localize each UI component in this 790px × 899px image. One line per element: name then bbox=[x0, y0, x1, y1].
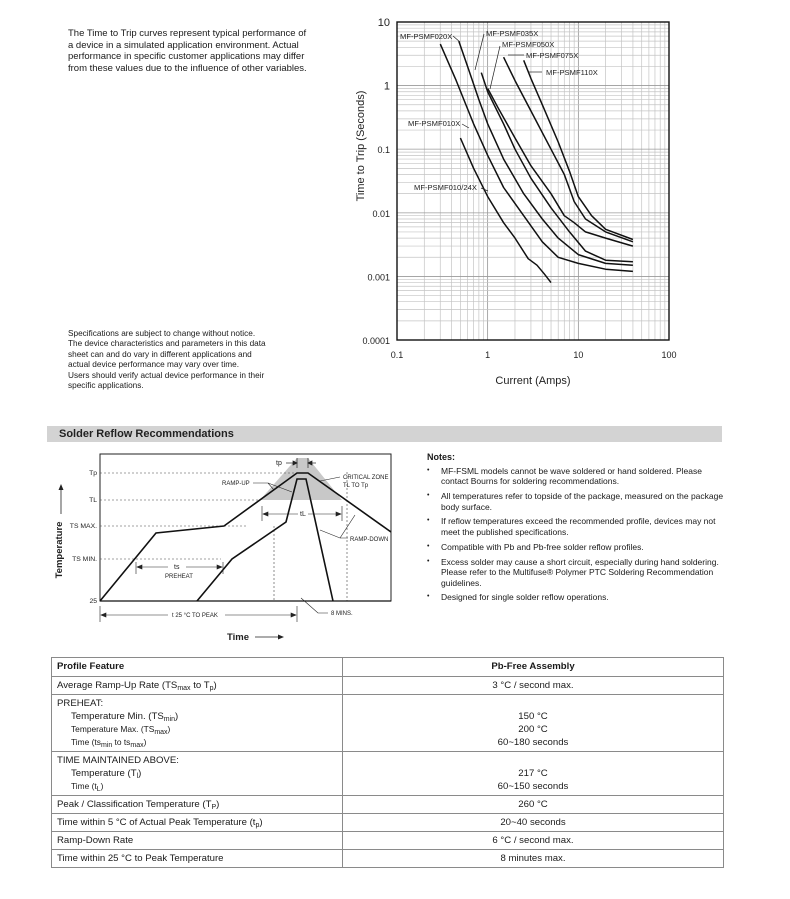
critical-zone-label: CRITICAL ZONE bbox=[343, 475, 389, 481]
disclaimer-line: sheet can and do vary in different applications and bbox=[68, 348, 252, 359]
series-annotation-label: MF-PSMF010X bbox=[408, 119, 461, 128]
table-row bbox=[52, 796, 724, 814]
level-label: 25 bbox=[89, 598, 97, 605]
intro-line: performance in specific customer applications may differ bbox=[68, 51, 305, 63]
note-item: • Compatible with Pb and Pb-free solder reflow profiles. bbox=[427, 542, 727, 553]
disclaimer-line: specific applications. bbox=[68, 380, 144, 391]
eight-mins-label: 8 MINS. bbox=[331, 611, 353, 617]
series-annotation-label: MF-PSMF020X bbox=[400, 32, 453, 41]
y-tick-label: 10 bbox=[377, 17, 390, 29]
header-profile-feature: Profile Feature bbox=[52, 658, 343, 677]
series-annotation-label: MF-PSMF110X bbox=[546, 68, 598, 77]
preheat-time-label: Time ($ts_{min}$ to $ts_{max}$) bbox=[71, 737, 147, 749]
series-annotation-label: MF-PSMF035X bbox=[486, 29, 539, 38]
row-label: Peak / Classification Temperature $(T_P)$ bbox=[52, 796, 343, 814]
maintained-heading: TIME MAINTAINED ABOVE: bbox=[57, 755, 179, 766]
level-label: TS MAX. bbox=[69, 523, 97, 530]
table-row bbox=[52, 695, 724, 752]
x-tick-label: 10 bbox=[573, 350, 584, 360]
x-tick-label: 100 bbox=[661, 350, 677, 360]
time-axis-label: Time bbox=[227, 632, 250, 643]
preheat-label: PREHEAT bbox=[165, 574, 193, 580]
x-axis-label: Current (Amps) bbox=[495, 375, 571, 387]
intro-line: a device in a simulated application environment. Actual bbox=[68, 39, 299, 51]
row-label: Ramp-Down Rate bbox=[52, 832, 343, 850]
table-row bbox=[52, 752, 724, 796]
table-row bbox=[52, 814, 724, 832]
row-value: 6 °C / second max. bbox=[343, 832, 724, 850]
note-item: • If reflow temperatures exceed the recommended profile, devices may not meet the published specifications. bbox=[427, 516, 727, 537]
preheat-heading: PREHEAT: bbox=[57, 698, 104, 709]
level-label: TL bbox=[89, 497, 97, 504]
section-header bbox=[47, 426, 722, 442]
temperature-arrow-head-icon bbox=[59, 484, 64, 490]
ramp-down-leader bbox=[320, 530, 348, 538]
note-item: • MF-FSML models cannot be wave soldered or hand soldered. Please contact Bourns for soldering recommendations. bbox=[427, 466, 727, 487]
row-value: 260 °C bbox=[343, 796, 724, 814]
row-value bbox=[343, 752, 724, 796]
row-value: 3 °C / second max. bbox=[343, 677, 724, 695]
annotation-leader bbox=[462, 124, 469, 128]
header-pb-free-assembly: Pb-Free Assembly bbox=[343, 658, 724, 677]
x-tick-label: 1 bbox=[485, 350, 491, 360]
series-annotation-label: MF-PSMF050X bbox=[502, 40, 555, 49]
row-label: Time within 5 °C of Actual Peak Temperature $(t_p)$ bbox=[52, 814, 343, 832]
note-item: • Excess solder may cause a short circuit, especially during hand soldering. Please refer to the Multifuse® Polymer PTC Soldering Recommendation guidelines. bbox=[427, 557, 727, 589]
maintained-temp-label: Temperature $(T_l)$ bbox=[71, 768, 142, 780]
level-label: Tp bbox=[89, 470, 97, 477]
temperature-axis-label: Temperature bbox=[54, 521, 65, 579]
maintained-time-value: 60~150 seconds bbox=[497, 781, 569, 792]
table-row bbox=[52, 850, 724, 868]
reflow-spec-table bbox=[51, 657, 724, 868]
intro-line: The Time to Trip curves represent typical performance of bbox=[68, 28, 307, 39]
series-annotation-label: MF-PSMF010/24X bbox=[414, 183, 477, 192]
disclaimer-line: Users should verify actual device performance in their bbox=[68, 369, 265, 380]
maintained-temp-value: 217 °C bbox=[518, 768, 548, 779]
disclaimer-line: Specifications are subject to change without notice. bbox=[68, 328, 256, 338]
notes-list bbox=[427, 466, 727, 603]
t25-to-peak-label: t 25 °C TO PEAK bbox=[172, 613, 218, 619]
ts-label: ts bbox=[174, 564, 180, 571]
tp-label: tp bbox=[276, 460, 282, 467]
y-axis-label: Time to Trip (Seconds) bbox=[355, 90, 367, 202]
annotation-leader bbox=[490, 46, 500, 89]
table-row bbox=[52, 832, 724, 850]
row-label bbox=[52, 752, 343, 796]
eight-mins-leader bbox=[301, 598, 328, 613]
level-labels bbox=[70, 470, 97, 605]
note-item: • Designed for single solder reflow operations. bbox=[427, 592, 727, 603]
ramp-down-label: RAMP-DOWN bbox=[350, 537, 389, 543]
preheat-temp-max-value: 200 °C bbox=[518, 724, 548, 735]
disclaimer-line: The device characteristics and parameters in this data bbox=[68, 338, 266, 349]
section-title: Solder Reflow Recommendations bbox=[59, 428, 234, 440]
row-value bbox=[343, 695, 724, 752]
row-value: 20~40 seconds bbox=[343, 814, 724, 832]
y-tick-label: 0.0001 bbox=[362, 336, 390, 346]
maintained-time-label: Time $(t_L)$ bbox=[71, 781, 104, 793]
notes-title: Notes: bbox=[427, 452, 456, 462]
series-annotation-label: MF-PSMF075X bbox=[526, 51, 579, 60]
row-label: Average Ramp-Up Rate ($TS_{max}$ to $T_p$) bbox=[52, 677, 343, 695]
reflow-profile-diagram bbox=[50, 450, 395, 650]
preheat-temp-max-label: Temperature Max. $(TS_{max})$ bbox=[71, 724, 171, 736]
tl-label: tL bbox=[300, 511, 306, 518]
critical-zone-range-label: TL TO Tp bbox=[343, 483, 369, 489]
chart-ticks bbox=[362, 17, 676, 360]
notes-panel bbox=[427, 452, 727, 607]
preheat-temp-min-label: Temperature Min. $(TS_{min})$ bbox=[71, 711, 179, 723]
preheat-temp-min-value: 150 °C bbox=[518, 711, 548, 722]
note-item: • All temperatures refer to topside of the package, measured on the package body surface. bbox=[427, 491, 727, 512]
disclaimer-line: actual device performance may vary over time. bbox=[68, 359, 240, 370]
time-to-trip-chart bbox=[0, 0, 790, 400]
outer-profile-curve bbox=[100, 473, 391, 601]
level-label: TS MIN. bbox=[72, 556, 97, 563]
ts-dimension bbox=[136, 562, 223, 574]
time-arrow-head-icon bbox=[278, 635, 284, 640]
row-value: 8 minutes max. bbox=[343, 850, 724, 868]
intro-line: from these values due to the influence of other variables. bbox=[68, 62, 307, 74]
ramp-up-label: RAMP-UP bbox=[222, 481, 250, 487]
table-row bbox=[52, 677, 724, 695]
y-tick-label: 1 bbox=[383, 80, 390, 93]
x-tick-label: 0.1 bbox=[390, 350, 404, 360]
row-label bbox=[52, 695, 343, 752]
annotation-leader bbox=[475, 34, 484, 70]
series-line-mf-psmf010-24x bbox=[460, 138, 551, 283]
y-tick-label: 0.01 bbox=[372, 208, 390, 219]
row-label: Time within 25 °C to Peak Temperature bbox=[52, 850, 343, 868]
table-header-row bbox=[52, 658, 724, 677]
y-tick-label: 0.1 bbox=[377, 145, 390, 156]
y-tick-label: 0.001 bbox=[367, 272, 390, 283]
preheat-time-value: 60~180 seconds bbox=[497, 737, 569, 748]
